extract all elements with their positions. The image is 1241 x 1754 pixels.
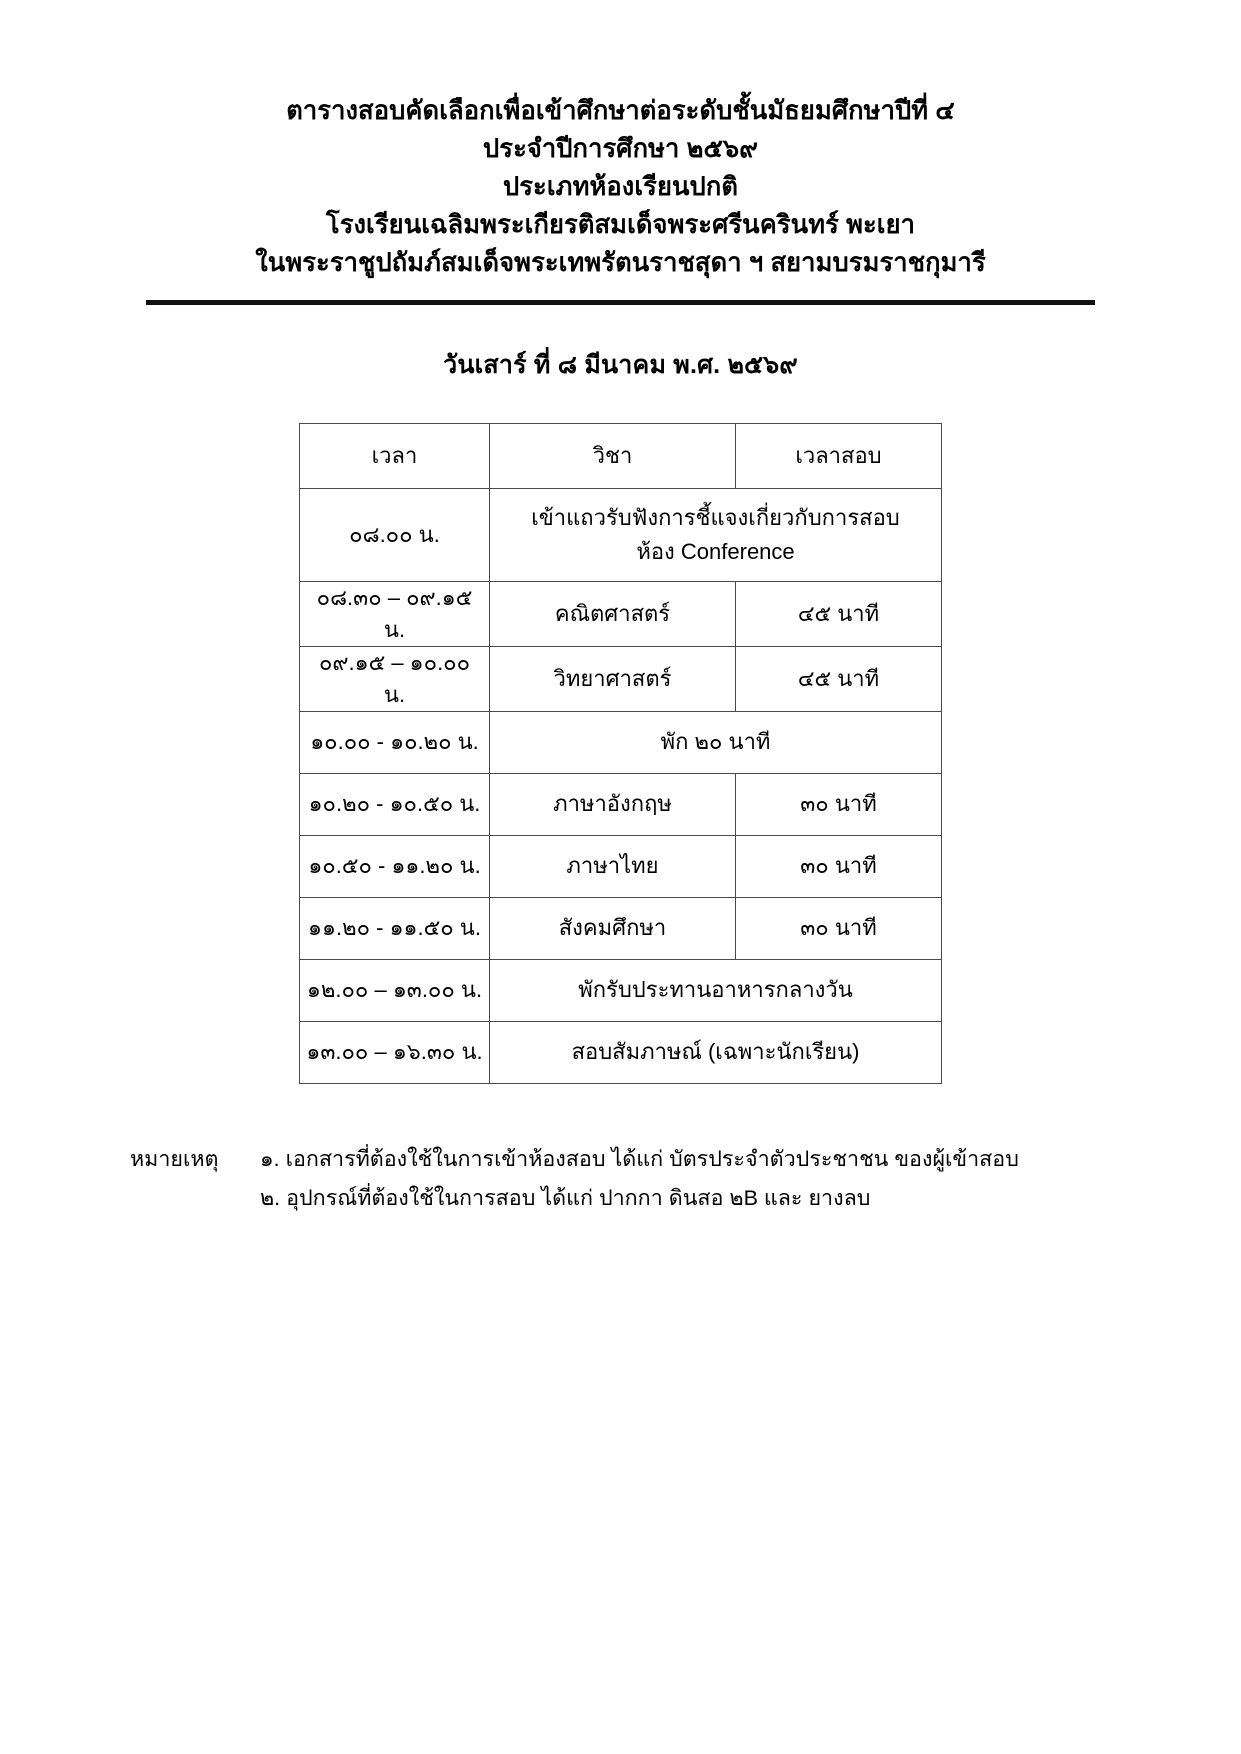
column-header-subject: วิชา — [490, 424, 736, 489]
cell-time: ๑๐.๕๐ - ๑๑.๒๐ น. — [300, 835, 490, 897]
cell-subject: สังคมศึกษา — [490, 897, 736, 959]
cell-subject: พักรับประทานอาหารกลางวัน — [490, 959, 942, 1021]
table-row — [300, 489, 942, 582]
title-line-2: ประจำปีการศึกษา ๒๕๖๙ — [483, 135, 758, 163]
cell-subject: พัก ๒๐ นาที — [490, 711, 942, 773]
note-item: ๒. อุปกรณ์ที่ต้องใช้ในการสอบ ได้แก่ ปากกา ดินสอ ๒B และ ยางลบ — [260, 1186, 871, 1211]
cell-time: ๑๐.๒๐ - ๑๐.๕๐ น. — [300, 773, 490, 835]
cell-subject: คณิตศาสตร์ — [490, 582, 736, 647]
table-row — [300, 959, 942, 1021]
title-line-3: ประเภทห้องเรียนปกติ — [502, 173, 739, 201]
cell-subject: สอบสัมภาษณ์ (เฉพาะนักเรียน) — [490, 1021, 942, 1083]
table-header-row — [300, 424, 942, 489]
column-header-duration: เวลาสอบ — [736, 424, 942, 489]
exam-date: วันเสาร์ ที่ ๘ มีนาคม พ.ศ. ๒๕๖๙ — [443, 351, 798, 379]
table-row — [300, 711, 942, 773]
cell-time: ๐๙.๑๕ – ๑๐.๐๐ น. — [300, 646, 490, 711]
column-header-time: เวลา — [300, 424, 490, 489]
schedule-table-container — [118, 423, 1123, 1084]
notes-list — [260, 1140, 1123, 1220]
title-line-5: ในพระราชูปถัมภ์สมเด็จพระเทพรัตนราชสุดา ฯ สยามบรมราชกุมารี — [255, 249, 986, 277]
cell-time: ๑๓.๐๐ – ๑๖.๓๐ น. — [300, 1021, 490, 1083]
schedule-table — [299, 423, 942, 1084]
cell-subject-line-2: ห้อง Conference — [636, 539, 795, 564]
cell-duration: ๔๕ นาที — [736, 582, 942, 647]
cell-duration: ๓๐ นาที — [736, 835, 942, 897]
header-divider — [146, 300, 1095, 305]
cell-time: ๑๐.๐๐ - ๑๐.๒๐ น. — [300, 711, 490, 773]
cell-subject-line-1: เข้าแถวรับฟังการชี้แจงเกี่ยวกับการสอบ — [531, 505, 900, 531]
table-row — [300, 1021, 942, 1083]
note-item: ๑. เอกสารที่ต้องใช้ในการเข้าห้องสอบ ได้แก่ บัตรประจำตัวประชาชน ของผู้เข้าสอบ — [260, 1146, 1019, 1171]
cell-time: ๑๑.๒๐ - ๑๑.๕๐ น. — [300, 897, 490, 959]
cell-time: ๐๘.๓๐ – ๐๙.๑๕ น. — [300, 582, 490, 647]
document-header — [118, 92, 1123, 282]
title-line-4: โรงเรียนเฉลิมพระเกียรติสมเด็จพระศรีนครินทร์ พะเยา — [325, 211, 916, 239]
cell-subject: ภาษาอังกฤษ — [490, 773, 736, 835]
cell-duration: ๓๐ นาที — [736, 773, 942, 835]
table-row — [300, 897, 942, 959]
cell-subject: ภาษาไทย — [490, 835, 736, 897]
cell-time: ๑๒.๐๐ – ๑๓.๐๐ น. — [300, 959, 490, 1021]
notes-label: หมายเหตุ — [130, 1146, 219, 1171]
cell-time: ๐๘.๐๐ น. — [300, 489, 490, 582]
table-row — [300, 582, 942, 647]
cell-duration: ๔๕ นาที — [736, 646, 942, 711]
table-row — [300, 773, 942, 835]
table-row — [300, 646, 942, 711]
title-line-1: ตารางสอบคัดเลือกเพื่อเข้าศึกษาต่อระดับชั้นมัธยมศึกษาปีที่ ๔ — [286, 97, 955, 125]
notes-section — [118, 1140, 1123, 1220]
cell-duration: ๓๐ นาที — [736, 897, 942, 959]
cell-subject — [490, 489, 942, 582]
cell-subject: วิทยาศาสตร์ — [490, 646, 736, 711]
table-row — [300, 835, 942, 897]
